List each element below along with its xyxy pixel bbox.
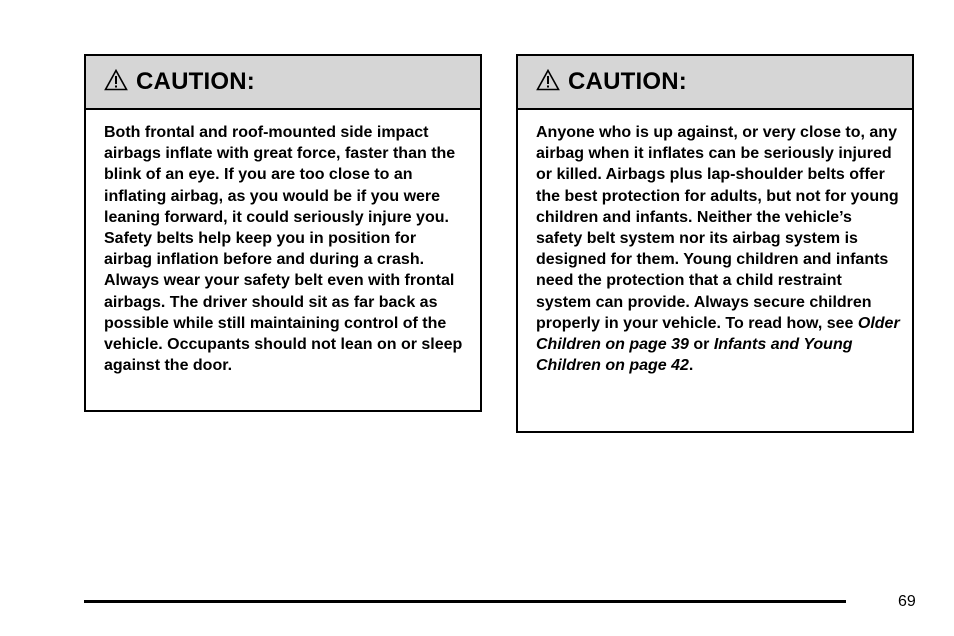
caution-title: CAUTION:: [136, 68, 255, 95]
caution-text-main: Anyone who is up against, or very close to, any airbag when it inflates can be seriously injured or killed. Airbags plus lap-shoulder belts offer the best protection for adults, but not for young children and infants. Neither the vehicle’s safety belt system nor its airbag system is designed for them. Young children and infants need the protection that a child restraint system can provide. Always secure children properly in your vehicle. To read how, see: [536, 124, 899, 332]
caution-header: [518, 56, 912, 110]
caution-title: CAUTION:: [568, 68, 687, 95]
caution-box-airbag-force: [84, 54, 482, 412]
warning-triangle-icon: [104, 69, 128, 91]
caution-text: [536, 122, 900, 376]
page-number: 69: [898, 593, 916, 610]
cross-reference-connector: or: [693, 336, 710, 354]
caution-body: [518, 110, 912, 376]
cross-reference-infants: Infants and Young Children on page 42: [536, 336, 853, 375]
caution-text: Both frontal and roof-mounted side impact airbags inflate with great force, faster than the blink of an eye. If you are too close to an inflating airbag, as you would be if you were leaning forward, it could seriously injure you. Safety belts help keep you in position for airbag inflation before and during a crash. Always wear your safety belt even with frontal airbags. The driver should sit as far back as possible while still maintaining control of the vehicle. Occupants should not lean on or sleep against the door.: [104, 124, 463, 375]
cross-reference-older-children: Older Children on page 39: [536, 314, 900, 354]
warning-triangle-icon: [536, 69, 560, 91]
caution-header: [86, 56, 480, 110]
caution-box-airbag-proximity: [516, 54, 914, 433]
caution-body: [86, 110, 480, 376]
footer-rule: [84, 600, 846, 603]
end-punctuation: .: [688, 357, 694, 375]
